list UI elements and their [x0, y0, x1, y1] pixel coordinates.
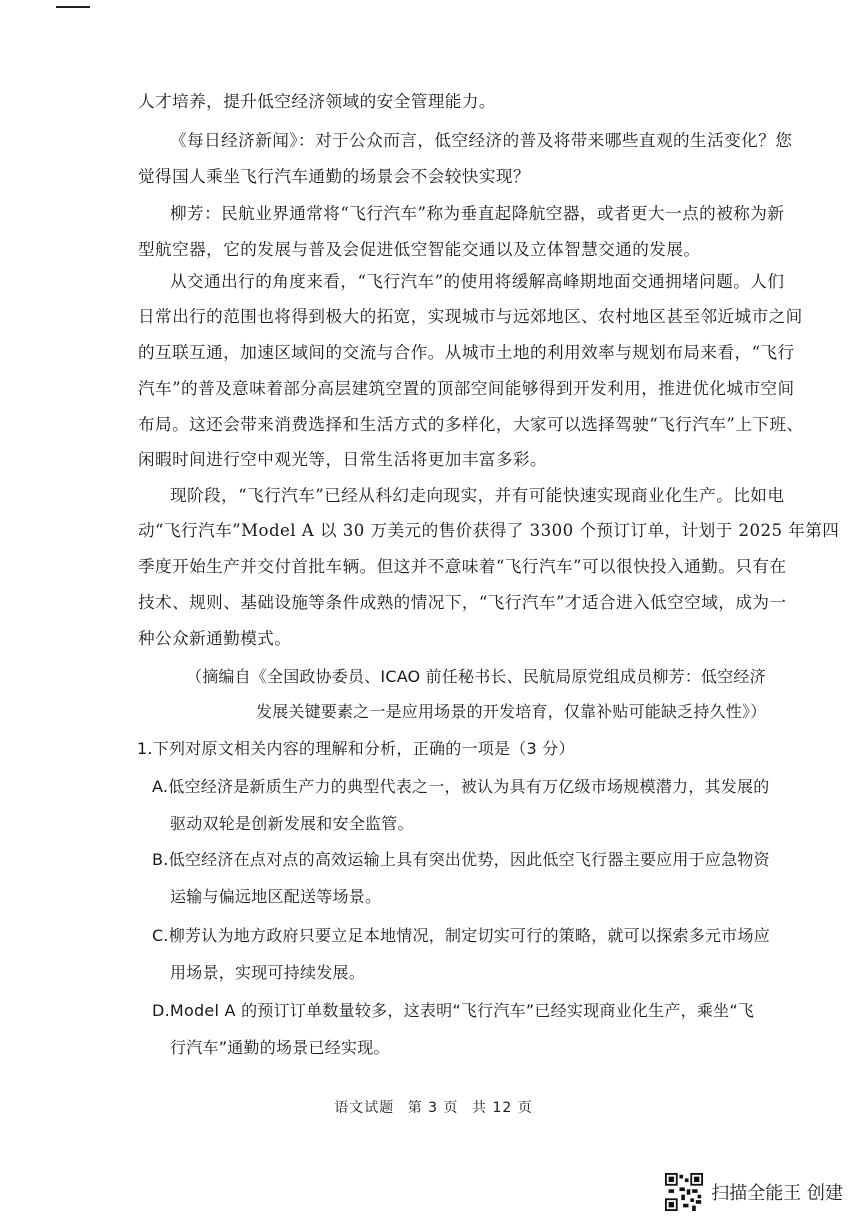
answer-line: 季度开始生产并交付首批车辆。但这并不意味着“飞行汽车”可以很快投入通勤。只有在	[138, 557, 787, 576]
answer-line: 技术、规则、基础设施等条件成熟的情况下，“飞行汽车”才适合进入低空空域，成为一	[138, 593, 787, 612]
scanner-watermark	[665, 1172, 843, 1212]
option-a: A.低空经济是新质生产力的典型代表之一，被认为具有万亿级市场规模潜力，其发展的	[152, 777, 770, 796]
answer-line: 布局。这还会带来消费选择和生活方式的多样化，大家可以选择驾驶“飞行汽车”上下班、	[138, 415, 804, 434]
answer-line: 现阶段，“飞行汽车”已经从科幻走向现实，并有可能快速实现商业化生产。比如电	[170, 486, 785, 505]
option-d: D.Model A 的预订订单数量较多，这表明“飞行汽车”已经实现商业化生产，乘坐“飞	[152, 1001, 755, 1020]
answer-line: 型航空器，它的发展与普及会促进低空智能交通以及立体智慧交通的发展。	[138, 240, 701, 259]
option-c: C.柳芳认为地方政府只要立足本地情况，制定切实可行的策略，就可以探索多元市场应	[152, 926, 771, 945]
option-a: 驱动双轮是创新发展和安全监管。	[170, 814, 414, 833]
option-b: 运输与偏远地区配送等场景。	[170, 887, 382, 906]
scanner-text: 扫描全能王 创建	[711, 1183, 843, 1204]
interview-question-line: 觉得国人乘坐飞行汽车通勤的场景会不会较快实现？	[138, 167, 531, 186]
question-stem: 1.下列对原文相关内容的理解和分析，正确的一项是（3 分）	[137, 739, 575, 758]
option-c: 用场景，实现可持续发展。	[170, 963, 366, 982]
footer-total: 共 12 页	[472, 1100, 533, 1116]
answer-line: 柳芳：民航业界通常将“飞行汽车”称为垂直起降航空器，或者更大一点的被称为新	[170, 204, 785, 223]
answer-line: 汽车”的普及意味着部分高层建筑空置的顶部空间能够得到开发利用，推进优化城市空间	[138, 379, 795, 398]
footer-page: 第 3 页	[407, 1100, 459, 1116]
source-citation: 发展关键要素之一是应用场景的开发培育，仅靠补贴可能缺乏持久性》）	[256, 702, 767, 721]
paragraph-line: 人才培养，提升低空经济领域的安全管理能力。	[138, 92, 496, 111]
answer-line: 种公众新通勤模式。	[138, 629, 292, 648]
footer-subject: 语文试题	[334, 1100, 395, 1116]
source-citation: （摘编自《全国政协委员、ICAO 前任秘书长、民航局原党组成员柳芳：低空经济	[186, 667, 766, 686]
top-rule	[56, 6, 90, 8]
answer-line: 的互联互通，加速区域间的交流与合作。从城市土地的利用效率与规划布局来看，“飞行	[138, 343, 795, 362]
page-footer	[0, 1097, 867, 1117]
option-b: B.低空经济在点对点的高效运输上具有突出优势，因此低空飞行器主要应用于应急物资	[152, 850, 770, 869]
option-d: 行汽车”通勤的场景已经实现。	[170, 1038, 390, 1057]
answer-line: 动“飞行汽车”Model A 以 30 万美元的售价获得了 3300 个预订订单，计划于 2025 年第四	[138, 521, 840, 540]
answer-line: 日常出行的范围也将得到极大的拓宽，实现城市与远郊地区、农村地区甚至邻近城市之间	[138, 307, 803, 326]
answer-line: 闲暇时间进行空中观光等，日常生活将更加丰富多彩。	[138, 450, 548, 469]
answer-line: 从交通出行的角度来看，“飞行汽车”的使用将缓解高峰期地面交通拥堵问题。人们	[170, 272, 785, 291]
interview-question-line: 《每日经济新闻》：对于公众而言，低空经济的普及将带来哪些直观的生活变化？您	[170, 131, 793, 150]
qr-code-icon	[665, 1173, 703, 1211]
